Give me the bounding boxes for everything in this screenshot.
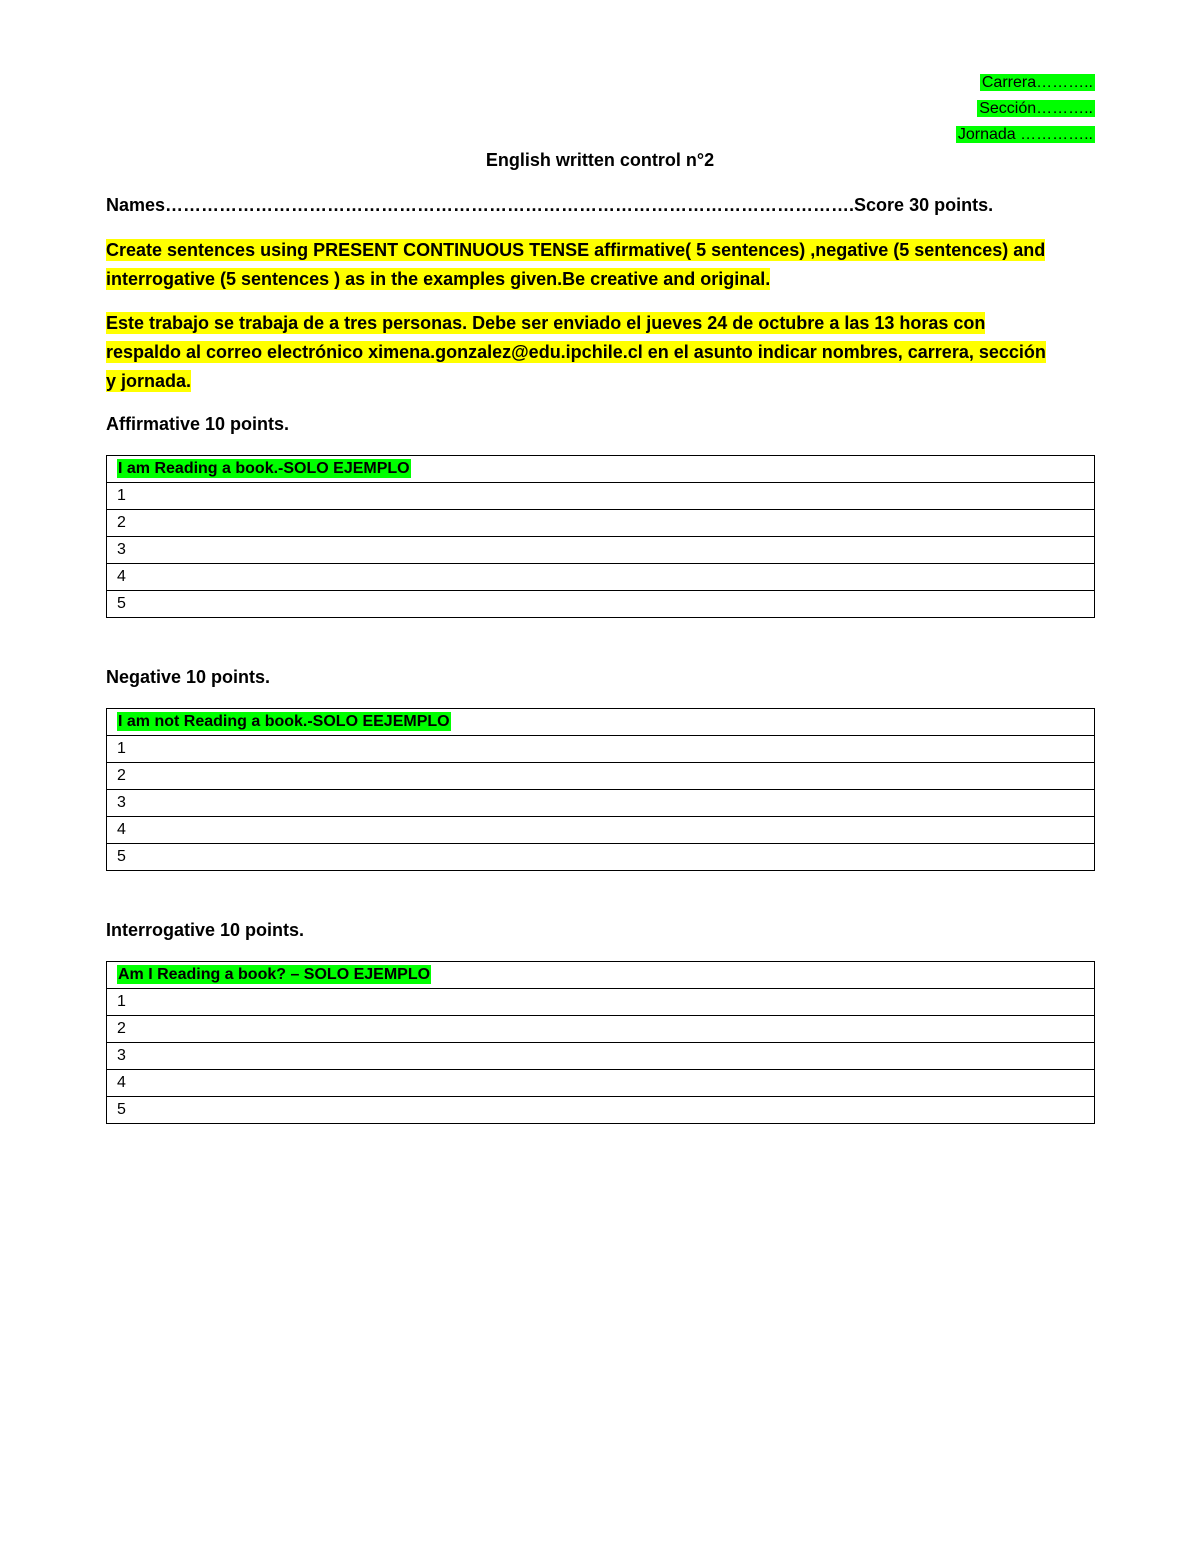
answer-row[interactable]: 5 bbox=[107, 844, 1095, 871]
example-text: I am not Reading a book.-SOLO EEJEMPLO bbox=[118, 713, 450, 730]
affirmative-table bbox=[106, 455, 1095, 618]
interrogative-heading: Interrogative 10 points. bbox=[106, 920, 305, 940]
carrera-field: Carrera……….. bbox=[981, 74, 1093, 91]
negative-heading: Negative 10 points. bbox=[106, 667, 271, 687]
document-title: English written control n°2 bbox=[485, 150, 715, 170]
example-text: I am Reading a book.-SOLO EJEMPLO bbox=[118, 460, 410, 477]
example-row bbox=[107, 456, 1095, 483]
answer-row[interactable]: 4 bbox=[107, 564, 1095, 591]
answer-row[interactable]: 3 bbox=[107, 1043, 1095, 1070]
answer-row[interactable]: 3 bbox=[107, 790, 1095, 817]
seccion-field: Sección……….. bbox=[979, 100, 1093, 117]
names-score-line: Names…………………………………………………………………………………………………….Score 30 points. bbox=[106, 195, 994, 215]
answer-row[interactable]: 2 bbox=[107, 763, 1095, 790]
answer-row[interactable]: 2 bbox=[107, 1016, 1095, 1043]
answer-row[interactable]: 3 bbox=[107, 537, 1095, 564]
interrogative-table bbox=[106, 961, 1095, 1124]
header-fields bbox=[956, 70, 1095, 148]
answer-row[interactable]: 1 bbox=[107, 483, 1095, 510]
instructions-line-4: respaldo al correo electrónico ximena.gonzalez@edu.ipchile.cl en el asunto indicar nombres, carrera, sección bbox=[106, 342, 1046, 362]
instructions-line-3: Este trabajo se trabaja de a tres personas. Debe ser enviado el jueves 24 de octubre a las 13 horas con bbox=[106, 313, 986, 333]
instructions-english bbox=[106, 236, 1096, 294]
negative-table bbox=[106, 708, 1095, 871]
answer-row[interactable]: 4 bbox=[107, 817, 1095, 844]
answer-row[interactable]: 5 bbox=[107, 1097, 1095, 1124]
instructions-line-1: Create sentences using PRESENT CONTINUOUS TENSE affirmative( 5 sentences) ,negative (5 sentences) and bbox=[106, 240, 1046, 260]
affirmative-heading: Affirmative 10 points. bbox=[106, 414, 290, 434]
answer-row[interactable]: 5 bbox=[107, 591, 1095, 618]
answer-row[interactable]: 4 bbox=[107, 1070, 1095, 1097]
example-row bbox=[107, 709, 1095, 736]
instructions-line-5: y jornada. bbox=[106, 371, 192, 391]
answer-row[interactable]: 1 bbox=[107, 989, 1095, 1016]
instructions-spanish bbox=[106, 309, 1096, 396]
example-row bbox=[107, 962, 1095, 989]
answer-row[interactable]: 1 bbox=[107, 736, 1095, 763]
answer-row[interactable]: 2 bbox=[107, 510, 1095, 537]
instructions-line-2: interrogative (5 sentences ) as in the examples given.Be creative and original. bbox=[106, 269, 771, 289]
example-text: Am I Reading a book? – SOLO EJEMPLO bbox=[118, 966, 431, 983]
jornada-field: Jornada ………….. bbox=[957, 126, 1093, 143]
